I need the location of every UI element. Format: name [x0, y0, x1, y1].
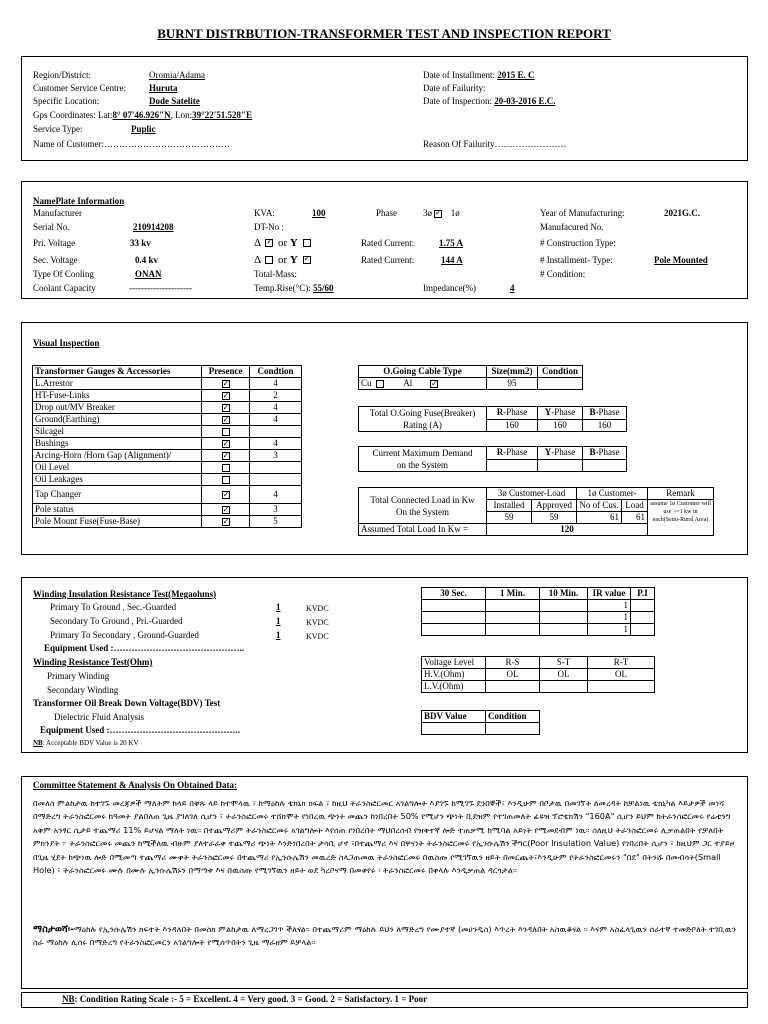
- year-value: 2021G.C.: [664, 208, 700, 218]
- dielectric-label: Dielectric Fluid Analysis: [54, 712, 144, 722]
- wye-hv-checkbox[interactable]: [303, 239, 311, 247]
- no-cus-value: 61: [577, 512, 622, 524]
- fuse-r-value: 160: [487, 419, 538, 432]
- table-row: 1: [422, 612, 655, 624]
- gps-coordinates: Gps Coordinates: Lat:8° 07'46.926"N, Lon:39°22'51.528"E: [33, 110, 252, 120]
- cooling-label: Type Of Cooling: [33, 269, 94, 279]
- presence-checkbox[interactable]: [222, 428, 230, 436]
- gps-lon: 39°22'51.528"E: [192, 110, 252, 120]
- remark-text: assume 1ø Customer will use >=1 kw in each(Semi-Rural Area): [648, 500, 714, 536]
- total-mass-label: Total-Mass:: [254, 269, 297, 279]
- one-phase-load-header: 1ø Customer-: [577, 488, 648, 500]
- installment-type-label: # Installment- Type:: [540, 255, 613, 265]
- reason-label: Reason Of Failurity……………………: [423, 139, 567, 149]
- table-row: Pole Mount Fuse(Fuse-Base) ✓ 5: [33, 516, 302, 528]
- table-row: 1: [422, 600, 655, 612]
- secondary-winding-label: Secondary Winding: [47, 685, 119, 695]
- equipment-used-2: Equipment Used :……………………………………..: [40, 725, 241, 735]
- impedance-label: Impedance(%): [423, 283, 476, 293]
- rated-current-lv-value: 144 A: [441, 255, 463, 265]
- delta-lv-checkbox[interactable]: [265, 256, 273, 264]
- installment-type-value: Pole Mounted: [654, 255, 708, 265]
- dt-no-label: DT-No :: [254, 222, 284, 232]
- region-label: Region/District:: [33, 70, 91, 80]
- coolant-value: ---------------------: [129, 283, 192, 293]
- pri-voltage-value: 33 kv: [130, 238, 151, 248]
- ir-row-value: 1: [276, 616, 281, 626]
- ir-row-label: Primary To Ground , Sec.-Guarded: [50, 602, 177, 612]
- assumed-load-value: 120: [487, 524, 648, 536]
- ir-test-heading: Winding Insulation Resistance Test(Megaohms): [33, 589, 217, 599]
- installment-date: Date of Installment: 2015 E. C: [423, 70, 535, 80]
- connected-load-table: Total Connected Load in Kw On the System 3ø Customer-Load 1ø Customer- Remark Installed Approved No of Cus. Load assume 1ø Customer will use >=1 kw in each(Semi-Rural Area) 59 59 61 61 Assumed Total Load In Kw = 120: [358, 487, 714, 536]
- ir-row-label: Secondary To Ground , Pri.-Guarded: [50, 616, 183, 626]
- manufacturer-label: Manufacturer: [33, 208, 82, 218]
- ir-row-unit: KVDC: [306, 632, 329, 641]
- table-row: 1: [422, 624, 655, 636]
- service-type-label: Service Type:: [33, 124, 83, 134]
- al-checkbox[interactable]: [430, 380, 438, 388]
- failure-date-label: Date of Failurity:: [423, 83, 486, 93]
- sec-voltage-value: 0.4 kv: [135, 255, 159, 265]
- gauges-table: [32, 365, 302, 528]
- service-type-value: Puplic: [131, 124, 156, 134]
- construction-type-label: # Construction Type:: [540, 238, 616, 248]
- serial-label: Serial No.: [33, 222, 70, 232]
- visual-inspection-heading: Visual Inspection: [33, 338, 100, 348]
- approved-value: 59: [532, 512, 577, 524]
- sec-voltage-label: Sec. Voltage: [33, 255, 78, 265]
- committee-text: በመለስ ምልከታዉ ከተገኙ መረጃዎች ማለትም ከላይ በቅጹ ላይ ከተሞላዉ ፣ ከማዕከሉ ቴክኒክ ክፍል ፣ ከዚህ ትራንስፎርመር አገልግሎት እያገኙ ከሚገኙ ደንበኞች፣ እንዲሁም በቦታዉ በመገኘት ለመረዳት ከቻልነዉ ቴክኒካል እይታዎች መነሻ በማድረግ ትራንስፎርመሩ ከዓመት ያልበለጠ ጊዜ ያገለገለ ሲሆን ፣ ትራንስፎርመሩ ተሸክሞት የነበረዉ ጭነት መጨን ከነበረበት 50% የሚሆን ጭነት ቢደዝም የተገጠመለት ፊዩዝ ፕሮቴክሽን "160A" ሲሆን ይህም ከትራንስፎርመሩ የሬቲንግ አቅም አንፃር ሲታይ ተጨማሪ 11% ይሆናል ማለት ነዉ፡፡ በተጨማሪም ትራንስፎርመሩ አገልግሎት እየሰጠ የነበረበት ማህበረሰብ የዝቅተኛ ሎድ ተጠቃሚ ከሚባል አይነት የሚመደብም ነዉ፡፡ ስለዚህ ትራንስፎርመሩ ሊቃጠልበት የቻለበት ምክንያት ፦ ትራንስፎርመሩ መጨን ከሚችለዉ ብዙም ያለተራራቀ ተጨማሪ ጭነት እንድነበረበት ታሳቢ ሆኖ ፣በተጨማሪ እና በዋናነት ትራንስፎርመሩ የኢንሱሌሽን ችግር(Poor Insulation Value) የነበረበት ሲሆን ፣ ከዚህም ጋር ተያይዞ በጊዜ ሂደት ከጭነዉ ሎድ በሚመጣ ተጨማሪ ሙቀት ትራንስፎርመሩ በተጨማሪ የኢንሱሌሽን መዉረድ ስላጋጠመዉ ትራንስፎርመሩ በዉስጡ የሚገኘዉን ዘይት በመርጨት፣እንዲሁም የትራንስፎርመሩን "በደ" በትንሹ በመብሳት(Small Hole) ፣ ትራንስፎርመሩ ሙሉ በሙሉ ኢንሱሌሽኑን በማጣቱ እና በዉስጡ የሚገኘዉን ዘይት ወደ ካረቦናማ በመቀየሩ ፡ ትራንስፎርመሩ በቀላሉ እንዲቃጠል ዳርጎታል፡፡: [33, 798, 735, 876]
- three-phase-checkbox[interactable]: [434, 210, 442, 218]
- cu-checkbox[interactable]: [376, 380, 384, 388]
- serial-value: 210914208: [133, 222, 174, 232]
- fuse-b-value: 160: [583, 419, 627, 432]
- impedance-value: 4: [510, 283, 515, 293]
- fuse-rating-label: Total O.Going Fuse(Breaker) Rating (A): [359, 407, 487, 432]
- connected-load-label: Total Connected Load in Kw On the System: [359, 488, 487, 524]
- cable-type-header: O.Going Cable Type: [359, 366, 487, 378]
- bdv-test-heading: Transformer Oil Break Down Voltage(BDV) Test: [33, 698, 221, 708]
- rated-current-hv-value: 1.75 A: [439, 238, 464, 248]
- size-value: 95: [487, 378, 538, 390]
- csc-value: Huruta: [149, 83, 178, 93]
- coolant-label: Coolant Capacity: [33, 283, 96, 293]
- table-row: HT-Fuse-Links ✓ 2: [33, 390, 302, 402]
- cable-material: Cu Al ✓: [359, 378, 487, 390]
- primary-winding-label: Primary Winding: [47, 671, 110, 681]
- kva-value: 100: [312, 208, 326, 218]
- region-value: Oromia/Adama: [149, 70, 205, 80]
- inspection-date: Date of Inspection: 20-03-2016 E.C.: [423, 96, 556, 106]
- location-value: Dode Satelite: [149, 96, 200, 106]
- ir-row-unit: KVDC: [306, 618, 329, 627]
- hv-connection: Δ ✓ or Y: [254, 237, 313, 249]
- presence-checkbox[interactable]: [222, 392, 230, 400]
- lv-connection: Δ or Y ✓: [254, 254, 313, 266]
- max-demand-label: Current Maximum Demand on the System: [359, 447, 487, 472]
- load-value: 61: [622, 512, 648, 524]
- presence-checkbox[interactable]: [222, 416, 230, 424]
- presence-checkbox[interactable]: [222, 476, 230, 484]
- assumed-load-label: Assumed Total Load In Kw =: [359, 524, 487, 536]
- table-row: Pole status ✓ 3: [33, 504, 302, 516]
- table-row: Silcagel: [33, 426, 302, 438]
- equipment-used-1: Equipment Used :……………………………………..: [44, 643, 245, 653]
- fuse-y-value: 160: [538, 419, 583, 432]
- presence-checkbox[interactable]: [222, 380, 230, 388]
- bdv-table: BDV Value Condition: [421, 710, 540, 735]
- presence-checkbox[interactable]: [222, 506, 230, 514]
- csc-label: Customer Service Centre:: [33, 83, 126, 93]
- installed-value: 59: [487, 512, 532, 524]
- size-header: Size(mm2): [487, 366, 538, 378]
- wye-lv-checkbox[interactable]: [303, 256, 311, 264]
- year-label: Year of Manufacturing:: [540, 208, 625, 218]
- bdv-note: NB: Acceptable BDV Value is 20 KV: [33, 739, 139, 747]
- condition-label: # Condition:: [540, 269, 586, 279]
- table-row: Tap Changer ✓ 4: [33, 486, 302, 504]
- cable-condition-header: Condtion: [538, 366, 583, 378]
- fuse-rating-table: Total O.Going Fuse(Breaker) Rating (A) R-Phase Y-Phase B-Phase 160 160 160: [358, 406, 627, 432]
- presence-header: Presence: [202, 366, 250, 378]
- rated-current-lv-label: Rated Current:: [361, 255, 415, 265]
- remark-header: Remark: [648, 488, 714, 500]
- kva-label: KVA:: [254, 208, 275, 218]
- ir-row-unit: KVDC: [306, 604, 329, 613]
- temp-rise: Temp.Rise(°C): 55/60: [254, 283, 334, 293]
- nameplate-heading: NamePlate Information: [33, 196, 125, 206]
- delta-hv-checkbox[interactable]: [265, 239, 273, 247]
- table-row: Oil Level: [33, 462, 302, 474]
- table-row: L.Arrestor ✓ 4: [33, 378, 302, 390]
- table-row: Oil Leakages: [33, 474, 302, 486]
- condition-header: Condtion: [250, 366, 302, 378]
- presence-checkbox[interactable]: [222, 464, 230, 472]
- pri-voltage-label: Pri. Voltage: [33, 238, 76, 248]
- winding-resistance-table: Voltage Level R-S S-T R-T H.V.(Ohm) OL OL OL L.V.(Ohm): [421, 656, 655, 693]
- table-row: H.V.(Ohm) OL OL OL: [422, 669, 655, 681]
- three-phase-load-header: 3ø Customer-Load: [487, 488, 577, 500]
- max-demand-table: Current Maximum Demand on the System R-Phase Y-Phase B-Phase: [358, 446, 627, 472]
- rating-scale-text: NB: Condition Rating Scale :- 5 = Excellent. 4 = Very good. 3 = Good. 2 = Satisfactory. 1 = Poor: [62, 994, 428, 1004]
- table-row: Drop out/MV Breaker ✓ 4: [33, 402, 302, 414]
- table-row: Bushings ✓ 4: [33, 438, 302, 450]
- cable-type-table: [358, 365, 583, 390]
- ir-row-label: Primary To Secondary , Ground-Guarded: [50, 630, 199, 640]
- table-row: L.V.(Ohm): [422, 681, 655, 693]
- presence-checkbox[interactable]: [222, 404, 230, 412]
- presence-checkbox[interactable]: [222, 518, 230, 526]
- committee-heading: Committee Statement & Analysis On Obtained Data:: [33, 780, 237, 790]
- table-row: Arcing-Horn /Horn Gap (Alignment)/ ✓ 3: [33, 450, 302, 462]
- phase-select: 3ø✓ 1ø: [423, 208, 460, 218]
- presence-checkbox[interactable]: [222, 440, 230, 448]
- ir-row-value: 1: [276, 630, 281, 640]
- gps-lat: 8° 07'46.926"N: [112, 110, 171, 120]
- ir-values-table: 30 Sec. 1 Min. 10 Min. IR value P.I 1 1 1: [421, 587, 655, 636]
- ir-row-value: 1: [276, 602, 281, 612]
- report-title: BURNT DISTRBUTION-TRANSFORMER TEST AND INSPECTION REPORT: [157, 26, 611, 41]
- table-row: Ground(Earthing) ✓ 4: [33, 414, 302, 426]
- resistance-test-heading: Winding Resistance Test(Ohm): [33, 657, 153, 667]
- committee-note: ማስታወሻ፡-ማዕከሉ የኢንሱሌሽን ክፍተት እንዳለበት በመስክ ምልከታዉ ለማረጋገጥ ችለናል፡፡ በተጨማሪም ማዕከሉ ይህን ለማድረግ የሙያተኛ (መሀንዲስ) እጥረት እንዳለበት አስዉቆናል ፡፡ እናም አስፈላጊዉን ሰራተኛ ተመድቦለት ተገቢዉን ስራ ማዕከሉ ሊሰሩ በማድረግ የትራንስፎርመርን አገልግሎት የሚሰጥበትን ጊዜ ማራዘም ይቻላል፡፡: [33, 924, 737, 948]
- presence-checkbox[interactable]: [222, 452, 230, 460]
- customer-label: Name of Customer:……………………………………: [33, 139, 230, 149]
- gauges-header: Transformer Gauges & Accessories: [33, 366, 202, 378]
- cooling-value: ONAN: [135, 269, 162, 279]
- location-label: Specific Location:: [33, 96, 100, 106]
- presence-checkbox[interactable]: [222, 491, 230, 499]
- phase-label: Phase: [376, 208, 397, 218]
- manufactured-no-label: Manufacured No.: [540, 222, 604, 232]
- rated-current-hv-label: Rated Current:: [361, 238, 415, 248]
